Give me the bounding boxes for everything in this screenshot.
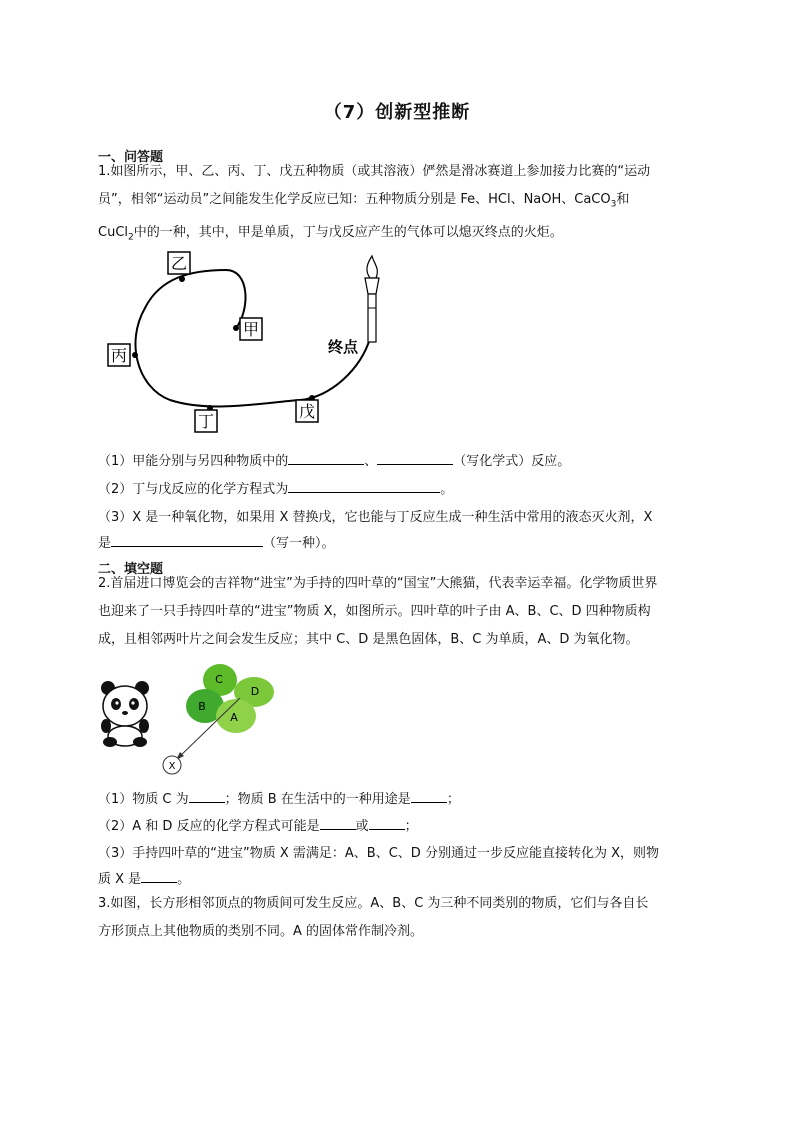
- answer-blank[interactable]: [377, 452, 453, 465]
- label-bing: 丙: [110, 346, 128, 365]
- q1-sub-3-line-2: 是 （写一种）。: [98, 536, 335, 551]
- leaf-label-a: A: [230, 711, 238, 724]
- label-ding: 丁: [197, 412, 215, 431]
- q2-sub-2: （2）A 和 D 反应的化学方程式可能是 或 ；: [98, 819, 418, 834]
- q2-sub-3-line-1: （3）手持四叶草的“进宝”物质 X 需满足：A、B、C、D 分别通过一步反应能直接转化为 X，则物: [98, 846, 659, 861]
- q1-sub-1: （1）甲能分别与另四种物质中的 、 （写化学式）反应。: [98, 454, 571, 469]
- answer-blank[interactable]: [111, 534, 263, 547]
- answer-blank[interactable]: [320, 817, 356, 830]
- question-1-text: [98, 158, 698, 251]
- label-jia: 甲: [242, 320, 260, 339]
- q1-line-1: 1.如图所示，甲、乙、丙、丁、戊五种物质（或其溶液）俨然是滑冰赛道上参加接力比赛的“运动: [98, 164, 651, 179]
- relay-track-diagram: [100, 248, 400, 438]
- leaf-label-b: B: [198, 700, 206, 713]
- page-title: （7）创新型推断: [323, 102, 471, 123]
- section-heading-fill: 二、填空题: [98, 562, 164, 577]
- q2-line-1: 2.首届进口博览会的吉祥物“进宝”为手持的四叶草的“国宝”大熊猫，代表幸运幸福。化学物质世界: [98, 576, 658, 591]
- q1-sub-3-line-1: （3）X 是一种氧化物，如果用 X 替换戊，它也能与丁反应生成一种生活中常用的液态灭火剂，X: [98, 510, 653, 525]
- leaf-label-c: C: [215, 673, 223, 686]
- q2-sub-3-line-2: 质 X 是 。: [98, 872, 191, 887]
- point-jia: [233, 325, 239, 331]
- q2-sub-1: （1）物质 C 为 ；物质 B 在生活中的一种用途是 ；: [98, 792, 460, 807]
- answer-blank[interactable]: [369, 817, 405, 830]
- clover-icon: [176, 664, 274, 760]
- q1-sub-2: （2）丁与戊反应的化学方程式为 。: [98, 482, 454, 497]
- label-x: X: [168, 761, 176, 772]
- label-wu: 戊: [298, 402, 316, 421]
- question-2-text: [98, 570, 698, 654]
- torch-icon: [365, 256, 379, 342]
- panda-clover-figure: [96, 658, 296, 776]
- answer-blank[interactable]: [288, 480, 440, 493]
- panda-icon: [101, 681, 149, 747]
- answer-blank[interactable]: [189, 790, 225, 803]
- q3-line-2: 方形顶点上其他物质的类别不同。A 的固体常作制冷剂。: [98, 924, 424, 939]
- q2-line-2: 也迎来了一只手持四叶草的“进宝”物质 X，如图所示。四叶草的叶子由 A、B、C、D 四种物质构: [98, 604, 651, 619]
- point-bing: [132, 352, 138, 358]
- answer-blank[interactable]: [141, 870, 177, 883]
- question-3-text: [98, 890, 698, 946]
- answer-blank[interactable]: [288, 452, 364, 465]
- label-yi: 乙: [170, 254, 188, 273]
- point-yi: [179, 276, 185, 282]
- answer-blank[interactable]: [411, 790, 447, 803]
- q1-line-3: CuCl$_2$中的一种，其中，甲是单质，丁与戊反应产生的气体可以熄灭终点的火炬。: [98, 224, 563, 243]
- leaf-label-d: D: [250, 685, 260, 698]
- q1-line-2: 员”，相邻“运动员”之间能发生化学反应已知：五种物质分别是 Fe、HCl、NaOH、CaCO$_3$和: [98, 192, 630, 210]
- q3-line-1: 3.如图，长方形相邻顶点的物质间可发生反应。A、B、C 为三种不同类别的物质，它们与各自长: [98, 896, 649, 911]
- section-heading-qa: 一、问答题: [98, 150, 164, 165]
- label-end: 终点: [328, 338, 359, 356]
- q2-line-3: 成，且相邻两叶片之间会发生反应；其中 C、D 是黑色固体，B、C 为单质，A、D 为氧化物。: [98, 632, 639, 647]
